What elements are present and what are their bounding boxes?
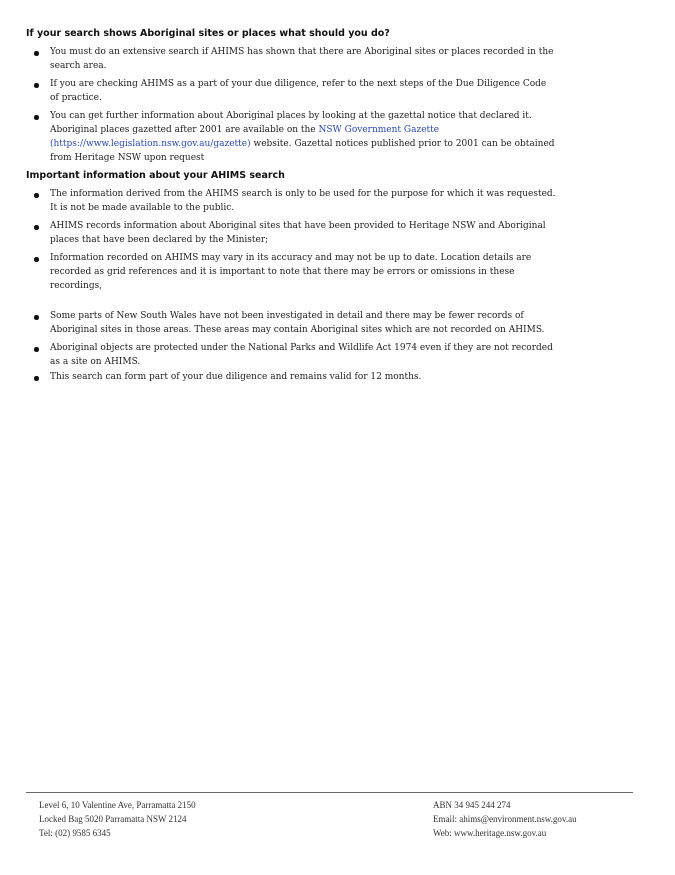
list-item (26, 187, 556, 215)
list-item-text-before-link: You can get further information about Aboriginal places by looking at the gazettal notice that declared it. Aboriginal places gazetted after 2001 are available on the (50, 111, 532, 135)
footer-postal-address: Locked Bag 5020 Parramatta NSW 2124 (39, 814, 187, 824)
list-item-text: Information recorded on AHIMS may vary in its accuracy and may not be up to date. Location details are recorded as grid references and it is important to note that there may be errors or omissions in these recordings, (50, 253, 532, 291)
bullet-icon (34, 315, 39, 320)
bullet-icon (34, 225, 39, 230)
list-item (26, 341, 556, 369)
list-item-text: Some parts of New South Wales have not been investigated in detail and there may be fewer records of Aboriginal sites in those areas. These areas may contain Aboriginal sites which are not recorded on AHIMS. (50, 311, 545, 335)
list-item-text: The information derived from the AHIMS search is only to be used for the purpose for which it was requested. It is not be made available to the public. (50, 189, 556, 213)
list-item-text: This search can form part of your due diligence and remains valid for 12 months. (50, 372, 422, 382)
footer-abn: ABN 34 945 244 274 (433, 800, 511, 810)
list-item (26, 309, 556, 337)
list-item-text: You must do an extensive search if AHIMS has shown that there are Aboriginal sites or places recorded in the search area. (50, 47, 554, 71)
bullet-icon (34, 376, 39, 381)
footer-street-address: Level 6, 10 Valentine Ave, Parramatta 2150 (39, 800, 196, 810)
footer-contact-block (433, 798, 577, 840)
list-item (26, 219, 556, 247)
footer-telephone: Tel: (02) 9585 6345 (39, 828, 111, 838)
document-body (26, 27, 556, 388)
list-item-text: Aboriginal objects are protected under the National Parks and Wildlife Act 1974 even if they are not recorded as a site on AHIMS. (50, 343, 553, 367)
bullet-icon (34, 347, 39, 352)
search-results-list (26, 45, 556, 165)
list-item (26, 109, 556, 165)
bullet-icon (34, 193, 39, 198)
footer-website[interactable]: Web: www.heritage.nsw.gov.au (433, 828, 547, 838)
important-information-list (26, 187, 556, 384)
footer-divider (26, 792, 633, 793)
list-item (26, 370, 556, 384)
list-item-text: If you are checking AHIMS as a part of your due diligence, refer to the next steps of the Due Diligence Code of practice. (50, 79, 547, 103)
section-heading-important-information: Important information about your AHIMS search (26, 170, 285, 181)
section-heading-search-results: If your search shows Aboriginal sites or places what should you do? (26, 28, 390, 39)
list-item-text: AHIMS records information about Aboriginal sites that have been provided to Heritage NSW and Aboriginal places that have been declared by the Minister; (50, 221, 546, 245)
list-item (26, 251, 556, 293)
list-item-text-after-link: website. Gazettal notices published prior to 2001 can be obtained from Heritage NSW upon request (50, 139, 555, 163)
list-item (26, 77, 556, 105)
nsw-government-gazette-link[interactable]: NSW Government Gazette (https://www.legislation.nsw.gov.au/gazette) (50, 125, 440, 149)
bullet-icon (34, 51, 39, 56)
bullet-icon (34, 115, 39, 120)
list-item (26, 45, 556, 73)
footer-address-block (39, 798, 196, 840)
bullet-icon (34, 83, 39, 88)
footer-email[interactable]: Email: ahims@environment.nsw.gov.au (433, 814, 577, 824)
bullet-icon (34, 257, 39, 262)
